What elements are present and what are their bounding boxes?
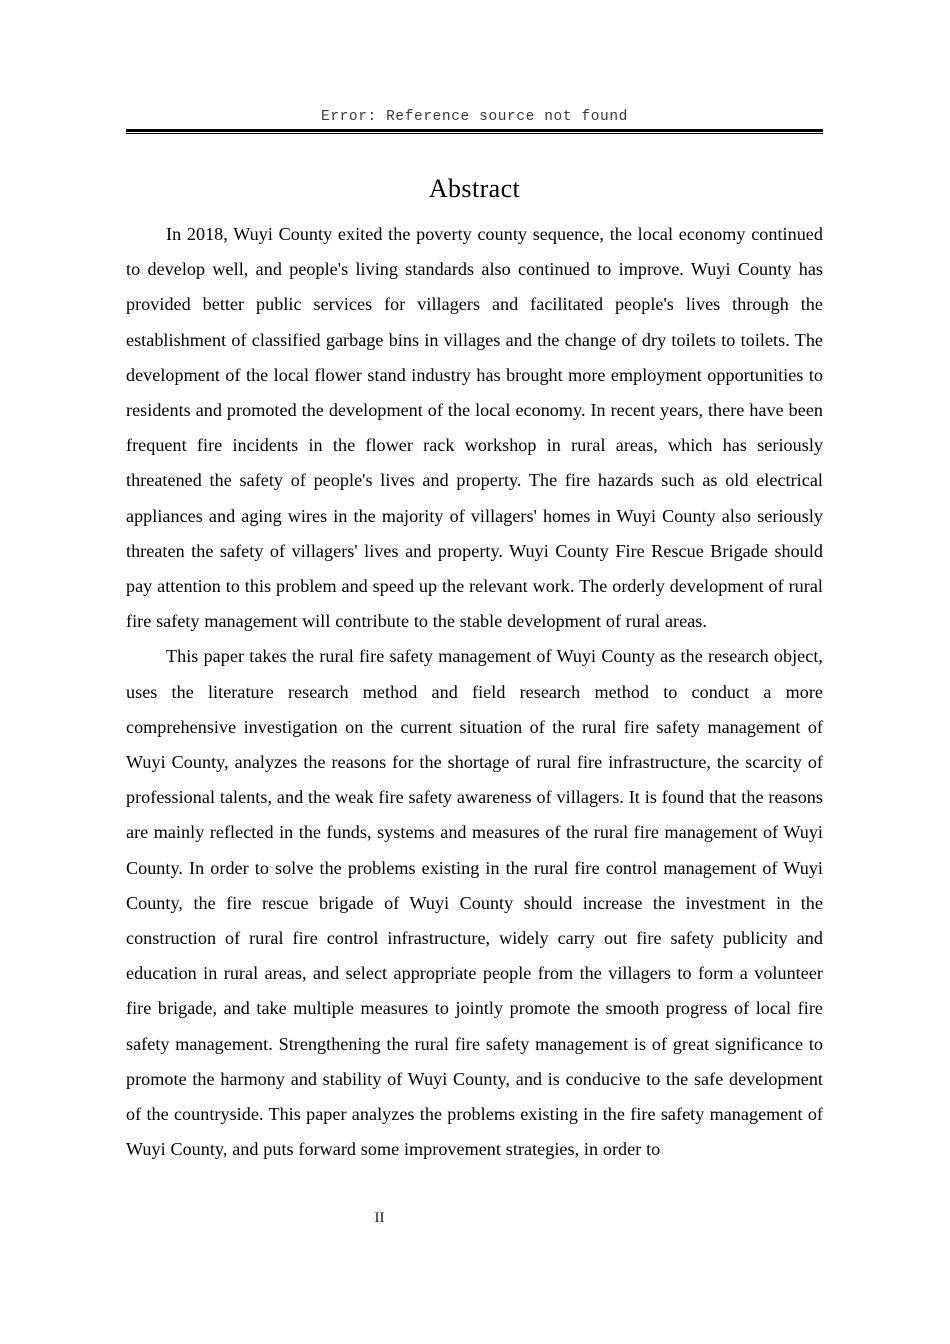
page-number: II xyxy=(374,1210,385,1226)
header-error-text: Error: Reference source not found xyxy=(321,109,628,125)
abstract-body xyxy=(126,217,823,1167)
page-title: Abstract xyxy=(428,174,521,204)
running-header xyxy=(126,108,823,134)
header-divider-rule xyxy=(126,129,823,134)
abstract-paragraph-1: In 2018, Wuyi County exited the poverty county sequence, the local economy continued to develop well, and people's living standards also continued to improve. Wuyi County has provided better public services for villagers and facilitated people's lives through the establishment of classified garbage bins in villages and the change of dry toilets to toilets. The development of the local flower stand industry has brought more employment opportunities to residents and promoted the development of the local economy. In recent years, there have been frequent fire incidents in the flower rack workshop in rural areas, which has seriously threatened the safety of people's lives and property. The fire hazards such as old electrical appliances and aging wires in the majority of villagers' homes in Wuyi County also seriously threaten the safety of villagers' lives and property. Wuyi County Fire Rescue Brigade should pay attention to this problem and speed up the relevant work. The orderly development of rural fire safety management will contribute to the stable development of rural areas. xyxy=(126,224,823,632)
abstract-paragraph-2: This paper takes the rural fire safety management of Wuyi County as the research object, uses the literature research method and field research method to conduct a more comprehensive investigation on the current situation of the rural fire safety management of Wuyi County, analyzes the reasons for the shortage of rural fire infrastructure, the scarcity of professional talents, and the weak fire safety awareness of villagers. It is found that the reasons are mainly reflected in the funds, systems and measures of the rural fire management of Wuyi County. In order to solve the problems existing in the rural fire control management of Wuyi County, the fire rescue brigade of Wuyi County should increase the investment in the construction of rural fire control infrastructure, widely carry out fire safety publicity and education in rural areas, and select appropriate people from the villagers to form a volunteer fire brigade, and take multiple measures to jointly promote the smooth progress of local fire safety management. Strengthening the rural fire safety management is of great significance to promote the harmony and stability of Wuyi County, and is conducive to the safe development of the countryside. This paper analyzes the problems existing in the fire safety management of Wuyi County, and puts forward some improvement strategies, in order to xyxy=(126,646,823,1160)
